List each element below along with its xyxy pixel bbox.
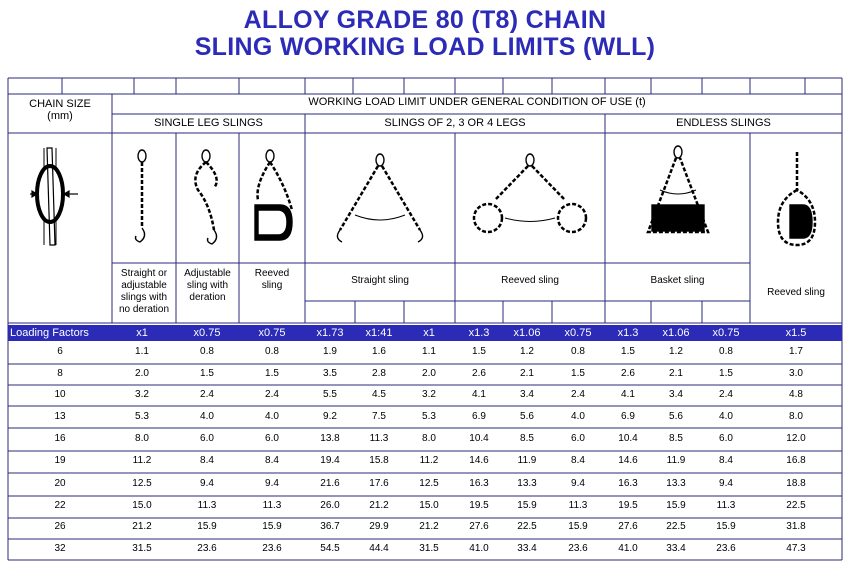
chain-size-cell: 22 bbox=[54, 500, 66, 511]
wll-cell: 14.6 bbox=[469, 455, 489, 466]
wll-cell: 15.9 bbox=[262, 521, 282, 532]
wll-cell: 23.6 bbox=[568, 543, 588, 554]
wll-cell: 1.1 bbox=[135, 346, 149, 357]
wll-cell: 54.5 bbox=[320, 543, 340, 554]
wll-cell: 8.4 bbox=[200, 455, 214, 466]
wll-cell: 15.9 bbox=[666, 500, 686, 511]
chain-size-cell: 26 bbox=[54, 521, 66, 532]
wll-cell: 13.3 bbox=[517, 478, 537, 489]
wll-cell: 6.0 bbox=[200, 433, 214, 444]
wll-cell: 9.4 bbox=[200, 478, 214, 489]
loading-factor-cell: x1.06 bbox=[662, 327, 690, 339]
wll-cell: 8.4 bbox=[571, 455, 585, 466]
wll-cell: 8.5 bbox=[520, 433, 534, 444]
wll-cell: 10.4 bbox=[618, 433, 638, 444]
wll-cell: 22.5 bbox=[517, 521, 537, 532]
loading-factor-cell: x1.3 bbox=[468, 327, 490, 339]
straight-single-leg-icon bbox=[136, 150, 147, 242]
loading-factor-cell: x0.75 bbox=[564, 327, 592, 339]
single-leg-header: SINGLE LEG SLINGS bbox=[154, 117, 263, 129]
wll-cell: 31.8 bbox=[786, 521, 806, 532]
basket-sling-icon bbox=[648, 146, 708, 232]
wll-cell: 2.4 bbox=[265, 389, 279, 400]
reeved-sling-icon bbox=[474, 154, 586, 232]
loading-factor-cell: x1.06 bbox=[513, 327, 541, 339]
wll-cell: 2.0 bbox=[135, 368, 149, 379]
wll-cell: 6.0 bbox=[719, 433, 733, 444]
wll-cell: 6.0 bbox=[571, 433, 585, 444]
chain-size-cell: 8 bbox=[57, 368, 63, 379]
wll-cell: 11.9 bbox=[517, 455, 537, 466]
wll-cell: 31.5 bbox=[132, 543, 152, 554]
chain-size-header: CHAIN SIZE bbox=[29, 98, 91, 110]
wll-cell: 1.6 bbox=[372, 346, 386, 357]
wll-cell: 8.0 bbox=[422, 433, 436, 444]
desc-line: Straight or bbox=[120, 268, 168, 279]
wll-cell: 2.4 bbox=[571, 389, 585, 400]
loading-factor-cell: x1 bbox=[136, 327, 148, 339]
wll-cell: 21.2 bbox=[369, 500, 389, 511]
wll-cell: 19.4 bbox=[320, 455, 340, 466]
wll-cell: 44.4 bbox=[369, 543, 389, 554]
chain-size-cell: 6 bbox=[57, 346, 63, 357]
wll-cell: 3.4 bbox=[669, 389, 683, 400]
wll-cell: 33.4 bbox=[517, 543, 537, 554]
wll-cell: 5.6 bbox=[669, 411, 683, 422]
desc-straight-sling: Straight sling bbox=[351, 275, 409, 286]
wll-cell: 3.0 bbox=[789, 368, 803, 379]
desc-line: adjustable bbox=[121, 280, 167, 291]
wll-cell: 47.3 bbox=[786, 543, 806, 554]
wll-cell: 4.1 bbox=[472, 389, 486, 400]
loading-factor-cell: x1:41 bbox=[365, 327, 393, 339]
wll-cell: 5.5 bbox=[323, 389, 337, 400]
wll-cell: 7.5 bbox=[372, 411, 386, 422]
wll-cell: 16.3 bbox=[618, 478, 638, 489]
wll-cell: 9.4 bbox=[265, 478, 279, 489]
chain-size-cell: 32 bbox=[54, 543, 66, 554]
wll-cell: 9.4 bbox=[571, 478, 585, 489]
wll-cell: 21.2 bbox=[132, 521, 152, 532]
wll-cell: 2.6 bbox=[472, 368, 486, 379]
wll-cell: 4.0 bbox=[571, 411, 585, 422]
wll-cell: 8.0 bbox=[135, 433, 149, 444]
wll-cell: 15.0 bbox=[132, 500, 152, 511]
wll-cell: 11.2 bbox=[132, 455, 152, 466]
wll-cell: 6.9 bbox=[621, 411, 635, 422]
wll-cell: 15.9 bbox=[197, 521, 217, 532]
wll-cell: 1.5 bbox=[571, 368, 585, 379]
desc-line: sling bbox=[261, 280, 283, 291]
multi-leg-header: SLINGS OF 2, 3 OR 4 LEGS bbox=[384, 117, 526, 129]
wll-cell: 11.9 bbox=[666, 455, 686, 466]
wll-cell: 19.5 bbox=[469, 500, 489, 511]
wll-cell: 15.8 bbox=[369, 455, 389, 466]
wll-cell: 15.9 bbox=[568, 521, 588, 532]
wll-cell: 22.5 bbox=[786, 500, 806, 511]
wll-cell: 36.7 bbox=[320, 521, 340, 532]
chain-size-unit: (mm) bbox=[47, 110, 73, 122]
wll-cell: 11.2 bbox=[419, 455, 439, 466]
wll-cell: 8.4 bbox=[265, 455, 279, 466]
wll-cell: 31.5 bbox=[419, 543, 439, 554]
wll-cell: 15.9 bbox=[517, 500, 537, 511]
adjustable-sling-icon bbox=[195, 150, 216, 244]
wll-cell: 21.2 bbox=[419, 521, 439, 532]
loading-factor-cell: x0.75 bbox=[193, 327, 221, 339]
wll-cell: 19.5 bbox=[618, 500, 638, 511]
wll-cell: 1.9 bbox=[323, 346, 337, 357]
wll-cell: 12.0 bbox=[786, 433, 806, 444]
chain-size-cell: 10 bbox=[54, 389, 66, 400]
wll-cell: 14.6 bbox=[618, 455, 638, 466]
wll-cell: 4.0 bbox=[200, 411, 214, 422]
wll-cell: 5.3 bbox=[135, 411, 149, 422]
desc-reeved-sling: Reeved sling bbox=[501, 275, 559, 286]
wll-cell: 0.8 bbox=[265, 346, 279, 357]
chain-size-cell: 13 bbox=[54, 411, 66, 422]
wll-cell: 6.9 bbox=[472, 411, 486, 422]
wll-cell: 5.6 bbox=[520, 411, 534, 422]
desc-basket-sling: Basket sling bbox=[650, 275, 705, 286]
wll-cell: 33.4 bbox=[666, 543, 686, 554]
wll-cell: 15.0 bbox=[419, 500, 439, 511]
wll-cell: 13.3 bbox=[666, 478, 686, 489]
wll-cell: 17.6 bbox=[369, 478, 389, 489]
wll-cell: 11.3 bbox=[716, 500, 736, 511]
reeved-endless-icon bbox=[778, 152, 815, 245]
wll-cell: 1.7 bbox=[789, 346, 803, 357]
desc-line: slings with bbox=[120, 292, 168, 303]
loading-factor-cell: x1.73 bbox=[316, 327, 344, 339]
wll-cell: 8.4 bbox=[719, 455, 733, 466]
wll-cell: 1.5 bbox=[265, 368, 279, 379]
wll-cell: 1.2 bbox=[520, 346, 534, 357]
desc-adjustable-deration bbox=[176, 268, 239, 304]
wll-cell: 2.6 bbox=[621, 368, 635, 379]
wll-cell: 8.5 bbox=[669, 433, 683, 444]
wll-cell: 11.3 bbox=[369, 433, 389, 444]
wll-cell: 1.5 bbox=[621, 346, 635, 357]
chain-size-cell: 16 bbox=[54, 433, 66, 444]
chain-size-cell: 20 bbox=[54, 478, 66, 489]
wll-cell: 23.6 bbox=[262, 543, 282, 554]
wll-cell: 18.8 bbox=[786, 478, 806, 489]
wll-cell: 15.9 bbox=[716, 521, 736, 532]
wll-cell: 11.3 bbox=[568, 500, 588, 511]
wll-cell: 12.5 bbox=[419, 478, 439, 489]
wll-cell: 9.2 bbox=[323, 411, 337, 422]
wll-cell: 16.3 bbox=[469, 478, 489, 489]
wll-cell: 12.5 bbox=[132, 478, 152, 489]
wll-cell: 2.0 bbox=[422, 368, 436, 379]
endless-header: ENDLESS SLINGS bbox=[676, 117, 771, 129]
wll-cell: 2.1 bbox=[520, 368, 534, 379]
wll-cell: 0.8 bbox=[571, 346, 585, 357]
wll-header: WORKING LOAD LIMIT UNDER GENERAL CONDITION OF USE (t) bbox=[308, 96, 646, 108]
wll-cell: 9.4 bbox=[719, 478, 733, 489]
wll-cell: 21.6 bbox=[320, 478, 340, 489]
desc-reeved-endless: Reeved sling bbox=[767, 287, 825, 298]
loading-factor-cell: x0.75 bbox=[712, 327, 740, 339]
wll-cell: 8.0 bbox=[789, 411, 803, 422]
wll-cell: 23.6 bbox=[197, 543, 217, 554]
wll-cell: 4.0 bbox=[719, 411, 733, 422]
wll-cell: 0.8 bbox=[200, 346, 214, 357]
wll-cell: 2.4 bbox=[200, 389, 214, 400]
wll-cell: 4.8 bbox=[789, 389, 803, 400]
page-title-line2: SLING WORKING LOAD LIMITS (WLL) bbox=[194, 33, 656, 61]
wll-cell: 1.5 bbox=[719, 368, 733, 379]
loading-factor-cell: x0.75 bbox=[258, 327, 286, 339]
loading-factor-cell: x1.5 bbox=[785, 327, 807, 339]
wll-cell: 0.8 bbox=[719, 346, 733, 357]
wll-cell: 2.4 bbox=[719, 389, 733, 400]
wll-cell: 1.2 bbox=[669, 346, 683, 357]
wll-cell: 4.5 bbox=[372, 389, 386, 400]
wll-cell: 3.2 bbox=[422, 389, 436, 400]
wll-cell: 26.0 bbox=[320, 500, 340, 511]
wll-cell: 2.1 bbox=[669, 368, 683, 379]
wll-cell: 3.4 bbox=[520, 389, 534, 400]
chain-size-cell: 19 bbox=[54, 455, 66, 466]
wll-cell: 4.0 bbox=[265, 411, 279, 422]
wll-cell: 16.8 bbox=[786, 455, 806, 466]
wll-cell: 41.0 bbox=[618, 543, 638, 554]
loading-factors-label: Loading Factors bbox=[10, 327, 89, 339]
wll-cell: 5.3 bbox=[422, 411, 436, 422]
desc-straight-adjustable bbox=[112, 268, 176, 316]
reeved-single-icon bbox=[255, 150, 292, 240]
wll-cell: 27.6 bbox=[618, 521, 638, 532]
wll-cell: 3.2 bbox=[135, 389, 149, 400]
desc-reeved-single bbox=[239, 268, 305, 292]
wll-cell: 13.8 bbox=[320, 433, 340, 444]
wll-cell: 27.6 bbox=[469, 521, 489, 532]
wll-cell: 41.0 bbox=[469, 543, 489, 554]
wll-cell: 1.5 bbox=[200, 368, 214, 379]
wll-cell: 4.1 bbox=[621, 389, 635, 400]
wll-cell: 11.3 bbox=[197, 500, 217, 511]
wll-cell: 10.4 bbox=[469, 433, 489, 444]
wll-cell: 22.5 bbox=[666, 521, 686, 532]
chain-size-illustration bbox=[30, 148, 78, 245]
wll-cell: 6.0 bbox=[265, 433, 279, 444]
wll-cell: 29.9 bbox=[369, 521, 389, 532]
desc-line: deration bbox=[189, 292, 226, 303]
wll-cell: 2.8 bbox=[372, 368, 386, 379]
loading-factor-cell: x1 bbox=[423, 327, 435, 339]
page-title-line1: ALLOY GRADE 80 (T8) CHAIN bbox=[243, 6, 607, 34]
desc-line: sling with bbox=[186, 280, 229, 291]
straight-sling-icon bbox=[337, 154, 422, 242]
desc-line: no deration bbox=[118, 304, 170, 315]
wll-cell: 3.5 bbox=[323, 368, 337, 379]
wll-cell: 23.6 bbox=[716, 543, 736, 554]
loading-factor-cell: x1.3 bbox=[617, 327, 639, 339]
wll-cell: 1.5 bbox=[472, 346, 486, 357]
wll-cell: 11.3 bbox=[262, 500, 282, 511]
desc-line: Reeved bbox=[254, 268, 290, 279]
desc-line: Adjustable bbox=[184, 268, 231, 279]
wll-cell: 1.1 bbox=[422, 346, 436, 357]
